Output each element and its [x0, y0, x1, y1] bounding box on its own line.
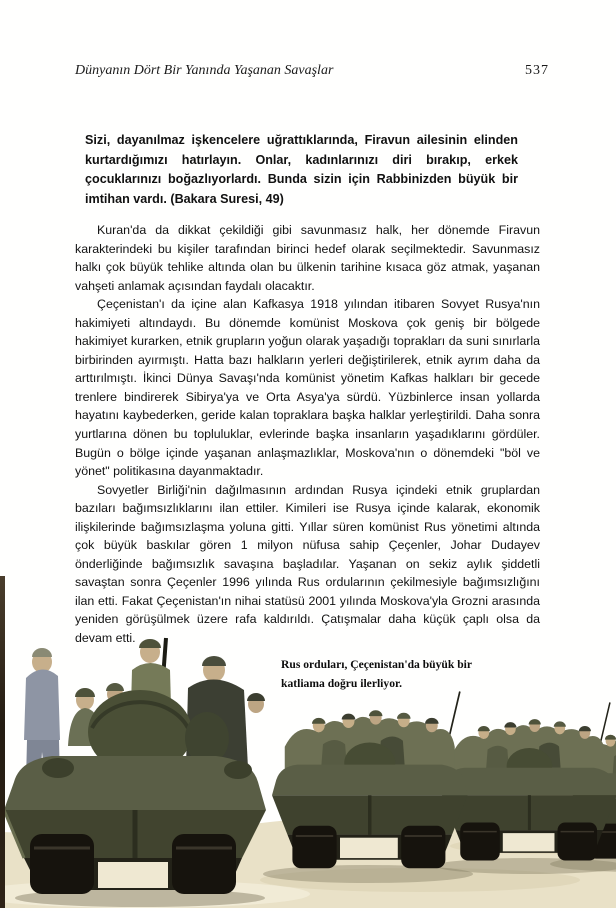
apc-vehicle-2 — [263, 692, 473, 884]
page-number: 537 — [525, 63, 549, 78]
apc-vehicle-1 — [4, 638, 266, 907]
quote-block: Sizi, dayanılmaz işkencelere uğrattıklarında, Firavun ailesinin elinden kurtardığımızı hatırlayın. Onlar, kadınlarınızı diri bırakıp, erkek çocuklarınızı boğazlıyorlardı. Bunda sizin için Rabbinizden büyük bir imtihan vardı. (Bakara Suresi, 49) — [85, 133, 518, 206]
photo-edge-strip — [0, 576, 5, 908]
photo-caption — [281, 655, 493, 693]
paragraph: Sovyetler Birliği'nin dağılmasının ardından Rusya içindeki etnik gruplardan bazıları bağımsızlıklarını ilan ettiler. Kimileri ise Rusya içinde kalarak, ekonomik ilişkilerinde bağımsızlaşma yoluna gitti. Yıllar süren komünist Rus yönetimi altında çok büyük baskılar gören 1 milyon nüfusa sahip Çeçenler, Johar Dudayev önderliğinde bağımsızlık savaşına başladılar. Yaşanan on sekiz aylık şiddetli savaştan sonra Çeçenler 1996 yılında Rus ordularının çekilmesiyle bağımsızlığını ilan etti. Fakat Çeçenistan'ın nihai statüsü 2001 yılında Moskova'yla Grozni arasında yeniden görüşülmek üzere rafa kaldırıldı. Çatışmalar daha küçük çaplı olsa da devam etti. — [75, 482, 540, 646]
photo-caption-line1: Rus orduları, Çeçenistan'da büyük bir — [281, 658, 473, 671]
running-head — [75, 63, 549, 79]
photo-caption-line2: katliama doğru ilerliyor. — [281, 677, 402, 690]
paragraph: Kuran'da da dikkat çekildiği gibi savunmasız halk, her dönemde Firavun karakterindeki bu kişiler tarafından birinci hedef olarak seçilmektedir. Savunmasız halkı çok büyük tehlike altında olan bu ülkenin tarihine kısaca göz atmak, yaşanan vahşeti anlamak açısından faydalı olacaktır. — [75, 223, 540, 293]
paragraph: Çeçenistan'ı da içine alan Kafkasya 1918 yılından itibaren Sovyet Rusya'nın hakimiyeti altındaydı. Bu dönemde komünist Moskova çok geniş bir bölgede hakimiyet kurarken, etnik grupların yoğun olarak yaşadığı toprakları da suni sınırlarla birbirinden ayırmıştı. Hatta bazı halkların yerleri değiştirilerek, etnik ayrım daha da arttırılmıştı. İkinci Dünya Savaşı'nda komünist yönetim Kafkas halkları bir gecede trenlere bindirerek Sibirya'ya ve Orta Asya'ya sürdü. Yüzbinlerce insan yollarda hayatını kaybederken, geride kalan topraklara başka halklar yerleştirildi. Daha sonra yurtlarına dönen bu topluluklar, evlerinde başka insanların yaşadıklarını gördüler. Bugün o bölge içinde yaşanan anlaşmazlıklar, Moskova'nın o dönemdeki "böl ve yönet" politikasına dayanmaktadır. — [75, 297, 540, 479]
running-head-title: Dünyanın Dört Bir Yanında Yaşanan Savaşlar — [75, 63, 334, 78]
body-text — [75, 221, 540, 648]
